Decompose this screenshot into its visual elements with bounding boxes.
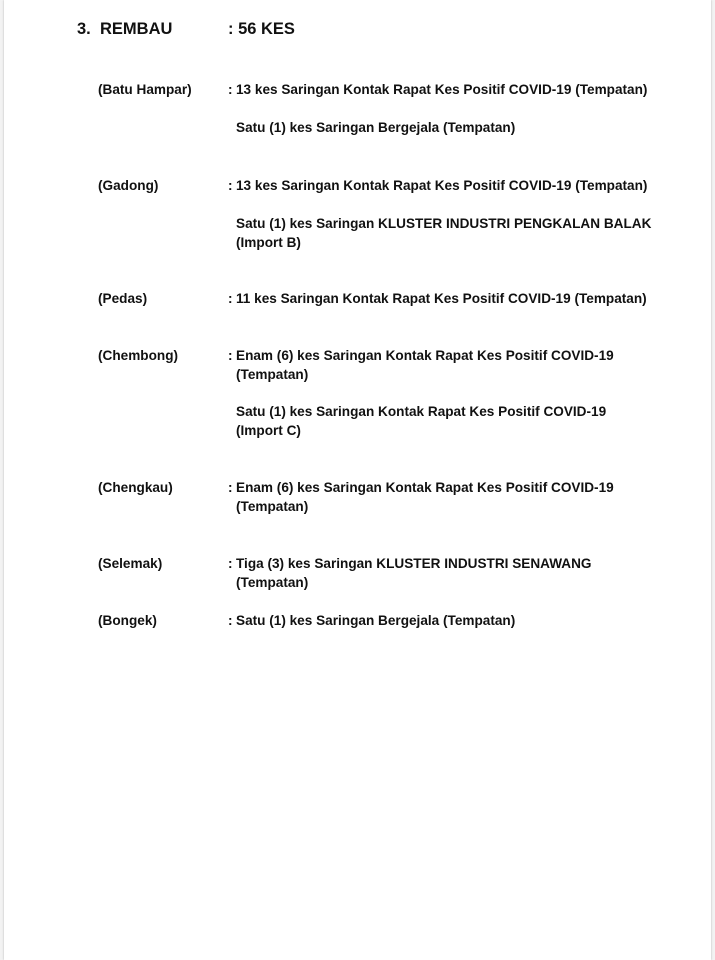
colon-separator: : — [228, 82, 233, 97]
description-line: Enam (6) kes Saringan Kontak Rapat Kes Positif COVID-19 — [236, 348, 614, 363]
description-line: 13 kes Saringan Kontak Rapat Kes Positif COVID-19 (Tempatan) — [236, 178, 648, 193]
additional-case-description — [236, 118, 696, 137]
area-name: (Chembong) — [98, 348, 179, 363]
area-name: (Gadong) — [98, 178, 159, 193]
area-name: (Batu Hampar) — [98, 82, 192, 97]
section-number: 3. — [77, 20, 91, 38]
description-line: Satu (1) kes Saringan KLUSTER INDUSTRI PENGKALAN BALAK — [236, 216, 652, 231]
case-description — [236, 346, 696, 384]
case-description — [236, 80, 696, 99]
case-description — [236, 176, 696, 195]
description-line: Satu (1) kes Saringan Kontak Rapat Kes Positif COVID-19 — [236, 404, 607, 419]
area-name: (Pedas) — [98, 291, 148, 306]
colon-separator: : — [228, 178, 233, 193]
description-line: Satu (1) kes Saringan Bergejala (Tempatan) — [236, 613, 516, 628]
description-line: Tiga (3) kes Saringan KLUSTER INDUSTRI SENAWANG — [236, 556, 592, 571]
section-heading — [4, 20, 711, 44]
document-page — [4, 0, 711, 960]
description-line: 13 kes Saringan Kontak Rapat Kes Positif COVID-19 (Tempatan) — [236, 82, 648, 97]
case-description — [236, 478, 696, 516]
area-name: (Selemak) — [98, 556, 163, 571]
colon-separator: : — [228, 348, 233, 363]
case-description — [236, 289, 696, 308]
description-line: (Tempatan) — [236, 575, 309, 590]
description-line: (Tempatan) — [236, 367, 309, 382]
colon-separator: : — [228, 480, 233, 495]
area-name: (Bongek) — [98, 613, 157, 628]
colon-separator: : — [228, 291, 233, 306]
additional-case-description — [236, 214, 696, 252]
description-line: (Import C) — [236, 423, 301, 438]
section-name: REMBAU — [100, 20, 173, 38]
colon-separator: : — [228, 613, 233, 628]
case-description — [236, 611, 696, 630]
additional-case-description — [236, 402, 696, 440]
description-line: Satu (1) kes Saringan Bergejala (Tempatan) — [236, 120, 516, 135]
area-name: (Chengkau) — [98, 480, 173, 495]
description-line: Enam (6) kes Saringan Kontak Rapat Kes Positif COVID-19 — [236, 480, 614, 495]
description-line: (Tempatan) — [236, 499, 309, 514]
description-line: (Import B) — [236, 235, 301, 250]
case-description — [236, 554, 696, 592]
description-line: 11 kes Saringan Kontak Rapat Kes Positif COVID-19 (Tempatan) — [236, 291, 647, 306]
colon-separator: : — [228, 556, 233, 571]
section-total: : 56 KES — [228, 20, 295, 38]
